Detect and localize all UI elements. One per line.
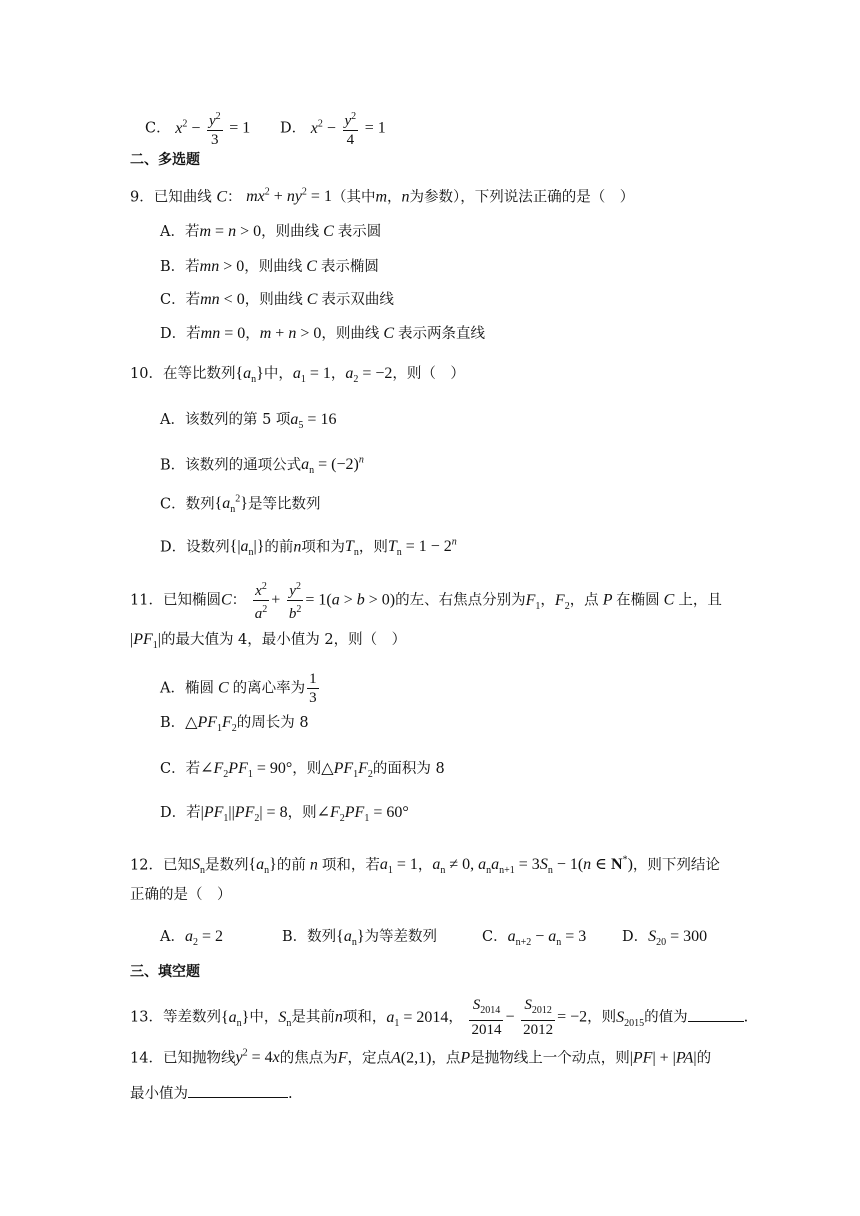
text: 的左、右焦点分别为 [395, 592, 526, 609]
text: 为等差数列 [364, 929, 438, 945]
text: ，则 [287, 805, 317, 821]
formula: $a_2 = 2$ [184, 928, 224, 949]
text: 是等比数列 [247, 496, 321, 513]
formula: C [302, 258, 321, 275]
text: 10．在等比数列 [130, 366, 236, 382]
q11-stem-line2 [130, 630, 406, 656]
text: . [743, 1009, 749, 1026]
text: ，则曲线 [244, 259, 303, 275]
text: ，则 [358, 539, 388, 556]
q11-option-d [160, 803, 409, 829]
formula: $a_{n+2} - a_n = 3$ [507, 928, 587, 949]
formula: $a_1 = 1$ [292, 365, 331, 386]
formula: C [319, 223, 338, 240]
q14-stem-line2 [130, 1083, 293, 1104]
fraction: $\frac{x^2}{a^2}$ [253, 578, 270, 623]
formula: $x^2$ − [310, 118, 336, 137]
formula: mn = 0 [200, 325, 246, 342]
formula: $\triangle PF_1F_2$ [185, 714, 237, 735]
formula: = 1(a > b > 0) [305, 591, 396, 609]
formula: F [337, 1049, 348, 1067]
q9-stem: 9．已知曲线 C： $mx^2 + ny^2 = 1$（其中m，n为参数），下列说法正确的是（ ） [130, 187, 635, 206]
option-label: C． [145, 120, 171, 137]
fraction: $\frac{y^2}{4}$ [343, 108, 359, 149]
text: 上，且 [678, 592, 722, 609]
text: 为参数），下列说法正确的是（ ） [409, 189, 635, 206]
text: . [288, 1086, 293, 1102]
answer-blank[interactable] [188, 1083, 288, 1098]
formula: |PF| + |PA| [629, 1049, 697, 1067]
formula: P [460, 1049, 471, 1067]
text: C． [482, 929, 508, 945]
text: 的焦点为 [279, 1050, 338, 1067]
formula: $F_1$ [525, 591, 541, 612]
q9-option-c [160, 290, 394, 310]
formula: n [401, 188, 410, 206]
formula: A(2,1) [390, 1049, 432, 1067]
text: A．若 [160, 224, 200, 240]
text: A． [160, 929, 185, 945]
fraction: $\frac{y^2}{3}$ [207, 108, 223, 149]
formula: $|PF_1|$ [130, 631, 161, 652]
formula: + [271, 591, 281, 609]
text: ，则 [587, 1009, 617, 1026]
text: B．该数列的通项公式 [160, 457, 302, 474]
text: C．若 [160, 292, 201, 308]
text: B．若 [160, 259, 200, 275]
formula: n [334, 1008, 343, 1026]
formula: $\{a_n\}$ [235, 365, 264, 386]
formula: P [598, 591, 617, 609]
q10-option-c [160, 490, 320, 521]
formula: $\triangle PF_1F_2$ [321, 760, 373, 781]
text: ，则曲线 [261, 224, 320, 240]
formula: $\{a_n\}$ [220, 1008, 250, 1029]
q8-option-c [145, 108, 250, 149]
text: 表示两条直线 [398, 326, 486, 342]
q12-option-c [482, 927, 586, 953]
formula: n [293, 538, 302, 556]
formula: m + n > 0 [259, 325, 322, 342]
text: 13．等差数列 [130, 1009, 221, 1026]
text: 的周长为 8 [236, 715, 309, 731]
section-heading-fill: 三、填空题 [130, 964, 200, 980]
q10-option-d [160, 533, 457, 564]
text: ，则 [292, 761, 322, 777]
text: 项和， [342, 1009, 387, 1026]
text: 的 [696, 1050, 712, 1067]
text: 的值为 [644, 1009, 688, 1026]
formula: $\{a_n^2\}$ [214, 494, 248, 516]
formula: $S_{20} = 300$ [648, 928, 708, 949]
formula: $x^2$ − [175, 118, 201, 137]
text: 的前 [264, 539, 294, 556]
formula: $a_n \ne 0$, $a_na_{n+1} = 3S_n - 1(n$ ∈ N*) [432, 855, 633, 877]
text: 最小值为 [130, 1086, 188, 1102]
answer-blank[interactable] [688, 1007, 744, 1022]
fraction: $\frac{1}{3}$ [309, 671, 317, 706]
q9-option-d [160, 324, 485, 344]
formula: $a_5 = 16$ [290, 411, 337, 432]
fraction: $\frac{S_{2012}}{2012}$ [523, 997, 554, 1038]
formula: $y^2 = 4x$ [235, 1048, 280, 1067]
formula: = 1 [364, 119, 386, 137]
formula: $T_n = 1 - 2^n$ [387, 537, 457, 559]
formula: mn < 0 [200, 291, 245, 308]
text: 中， [263, 366, 293, 382]
formula: C [216, 188, 228, 206]
text: ，点 [431, 1050, 461, 1067]
formula: m = n > 0 [199, 223, 262, 240]
formula: $a_2 = -2$ [345, 365, 393, 386]
q11-option-a [160, 670, 321, 707]
text: 表示椭圆 [320, 259, 379, 275]
q11-stem-line1: 11．已知椭圆C： $\frac{x^2}{a^2}$ + $\frac{y^2}{b^2}$ = 1(a > b > 0)的左、右焦点分别为$F_1$，$F_2$，点 P 在椭圆 C 上，且 [130, 578, 722, 623]
text: B． [160, 715, 186, 731]
text: 的面积为 8 [372, 761, 445, 777]
formula: $T_n$ [344, 538, 359, 559]
text: B．数列 [282, 929, 337, 945]
formula: $\{|a_n|\}$ [229, 538, 265, 559]
q9-option-a [160, 222, 381, 242]
formula: $\{a_n\}$ [248, 856, 277, 877]
fraction: $\frac{S_{2014}}{2014}$ [471, 997, 502, 1038]
formula: $S_n$ [278, 1008, 292, 1029]
section-heading-multi: 二、多选题 [130, 152, 200, 168]
text: 的离心率为 [232, 680, 306, 697]
fraction: $\frac{y^2}{b^2}$ [287, 578, 304, 623]
text: A．该数列的第 5 项 [160, 412, 291, 428]
text: ，则曲线 [321, 326, 380, 342]
text: 11．已知椭圆 [130, 592, 221, 609]
formula: $\{a_n\}$ [336, 928, 365, 949]
text: 是抛物线上一个动点，则 [470, 1050, 630, 1067]
text: 是其前 [291, 1009, 335, 1026]
formula: C [302, 291, 322, 308]
option-label: D． [280, 120, 307, 137]
q12-stem-line2: 正确的是（ ） [130, 887, 232, 903]
q13-stem: 13．等差数列$\{a_n\}$中，$S_n$是其前n项和，$a_1 = 2014$， $\frac{S_{2014}}{2014}$ − $\frac{S_{2012}}{2012}$ = −2，则$S_{2015}$的值为 . [130, 997, 749, 1038]
formula: = 1 [229, 119, 251, 137]
text: 9．已知曲线 [130, 189, 212, 206]
text: 在椭圆 [616, 592, 660, 609]
text: 项和，若 [321, 857, 380, 874]
text: ，则（ ） [392, 366, 465, 382]
text: A．椭圆 [160, 680, 214, 697]
q11-option-c [160, 759, 445, 785]
text: 表示圆 [337, 224, 382, 240]
formula: C [379, 325, 399, 342]
formula: $\angle F_2PF_1 = 90^\circ$ [200, 760, 293, 781]
text: D． [622, 929, 649, 945]
q14-stem-line1 [130, 1044, 711, 1068]
formula: $a_n = (-2)^n$ [301, 455, 364, 477]
text: 中， [249, 1009, 279, 1026]
text: ， [245, 326, 260, 342]
text: ，则曲线 [244, 292, 303, 308]
formula: n [305, 856, 322, 874]
text: 14．已知抛物线 [130, 1050, 236, 1067]
text: 项和为 [301, 539, 345, 556]
text: D．若 [160, 805, 201, 821]
text: D．若 [160, 326, 201, 342]
q11-option-b [160, 713, 309, 739]
formula: $a_1 = 1$ [379, 856, 418, 877]
text: （其中 [331, 189, 376, 206]
formula: = −2 [557, 1008, 588, 1026]
q12-stem-line1: 12．已知$S_n$是数列$\{a_n\}$的前 n 项和，若$a_1 = 1$，$a_n \ne 0$, $a_na_{n+1} = 3S_n - 1(n$ ∈ N*)，则下列结论 [130, 855, 720, 877]
q12-option-a [160, 927, 223, 953]
formula: $F_2$ [554, 591, 570, 612]
formula: C [213, 679, 233, 697]
q10-option-a [160, 410, 336, 436]
q12-option-b [282, 927, 437, 953]
text: ， [387, 189, 402, 206]
formula: $|PF_1||PF_2| = 8$ [200, 804, 288, 825]
formula: $S_n$ [191, 856, 205, 877]
text: 的前 [276, 857, 306, 874]
text: C．若 [160, 761, 201, 777]
formula: $\angle F_2PF_1 = 60^\circ$ [316, 804, 409, 825]
formula: m [375, 188, 388, 206]
formula: mn > 0 [199, 258, 245, 275]
formula: $S_{2015}$ [616, 1008, 645, 1029]
text: 是数列 [204, 857, 249, 874]
text: 表示双曲线 [321, 292, 394, 308]
q10-stem: 10．在等比数列$\{a_n\}$中，$a_1 = 1$，$a_2 = -2$，则（ ） [130, 365, 465, 386]
text: ，点 [569, 592, 599, 609]
formula: $a_1 = 2014$ [386, 1008, 449, 1029]
q12-option-d [622, 927, 707, 953]
text: D．设数列 [160, 539, 230, 556]
text: ，定点 [347, 1050, 391, 1067]
q8-option-d [280, 108, 386, 149]
text: 12．已知 [130, 857, 192, 874]
q9-option-b [160, 257, 379, 277]
formula: C [220, 591, 232, 609]
formula: C [659, 591, 679, 609]
text: ，则下列结论 [632, 857, 720, 874]
formula: − [505, 1008, 515, 1026]
formula: $mx^2 + ny^2 = 1$ [246, 187, 332, 206]
text: C．数列 [160, 496, 215, 513]
q10-option-b [160, 451, 364, 482]
text: 的最大值为 4，最小值为 2，则（ ） [160, 632, 407, 648]
